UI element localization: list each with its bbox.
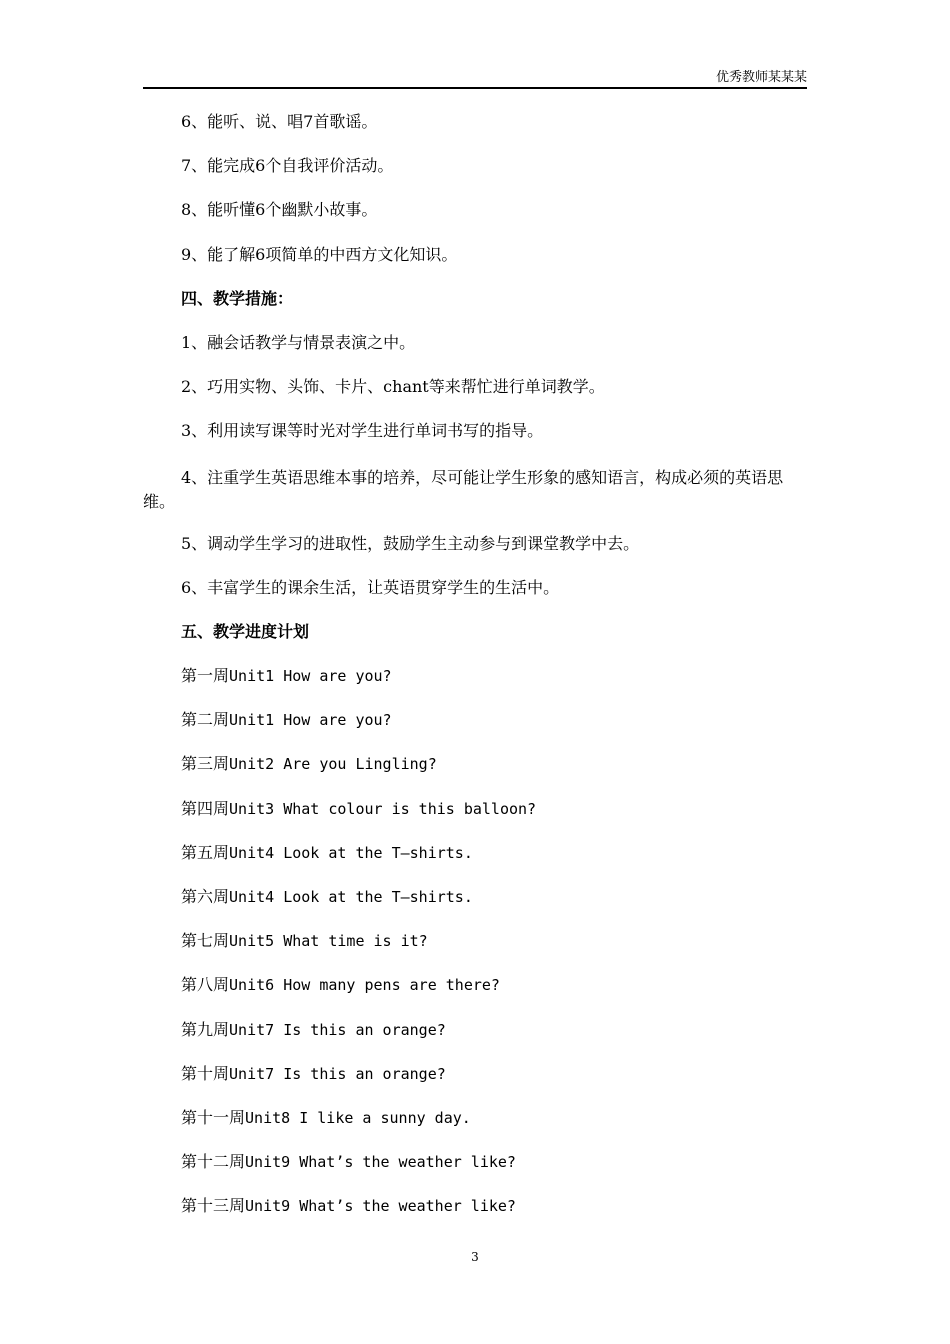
unit-title: Unit8 I like a sunny day. [245, 1108, 471, 1127]
measure-item: 4、注重学生英语思维本事的培养，尽可能让学生形象的感知语言，构成必须的英语思维。 [143, 467, 784, 511]
week-label: 第五周 [181, 842, 230, 862]
schedule-row [143, 975, 807, 995]
section-5-heading: 五、教学进度计划 [181, 621, 310, 641]
document-body [143, 112, 807, 1241]
goal-item: 9、能了解6项简单的中西方文化知识。 [181, 244, 458, 264]
week-label: 第一周 [181, 666, 230, 686]
unit-title: Unit9 What’s the weather like? [245, 1153, 516, 1172]
schedule-row [143, 1196, 807, 1216]
schedule-row [143, 887, 807, 907]
week-label: 第二周 [181, 710, 230, 730]
week-label: 第八周 [181, 975, 230, 995]
schedule-row [143, 666, 807, 686]
week-label: 第六周 [181, 887, 230, 906]
unit-title: Unit2 Are you Lingling? [229, 755, 437, 774]
week-label: 第三周 [181, 754, 230, 774]
schedule-row [143, 754, 807, 774]
schedule-row [143, 1108, 807, 1128]
unit-title: Unit4 Look at the T—shirts. [229, 888, 473, 906]
unit-title: Unit1 How are you? [229, 711, 392, 730]
week-label: 第十三周 [181, 1196, 246, 1216]
unit-title: Unit3 What colour is this balloon? [229, 799, 537, 818]
section-4-heading: 四、教学措施： [181, 288, 294, 308]
unit-title: Unit5 What time is it? [229, 932, 428, 951]
page-number: 3 [471, 1250, 479, 1264]
schedule-row [143, 1020, 807, 1040]
measure-item: 6、丰富学生的课余生活，让英语贯穿学生的生活中。 [181, 577, 560, 597]
unit-title: Unit7 Is this an orange? [229, 1020, 446, 1039]
schedule-row [143, 1152, 807, 1172]
schedule-row [143, 843, 807, 863]
week-label: 第四周 [181, 798, 230, 818]
schedule-row [143, 931, 807, 951]
goal-item: 7、能完成6个自我评价活动。 [181, 156, 394, 176]
measure-item: 2、巧用实物、头饰、卡片、chant等来帮忙进行单词教学。 [181, 377, 605, 397]
measure-item: 1、融会话教学与情景表演之中。 [181, 332, 416, 352]
unit-title: Unit4 Look at the T—shirts. [229, 843, 473, 862]
goal-item: 8、能听懂6个幽默小故事。 [181, 200, 378, 220]
week-label: 第七周 [181, 931, 230, 951]
measure-item: 3、利用读写课等时光对学生进行单词书写的指导。 [181, 421, 544, 441]
unit-title: Unit1 How are you? [229, 667, 392, 686]
measure-item: 5、调动学生学习的进取性，鼓励学生主动参与到课堂教学中去。 [181, 533, 640, 553]
week-label: 第十一周 [181, 1107, 246, 1127]
week-label: 第十周 [181, 1063, 230, 1083]
goal-item: 6、能听、说、唱7首歌谣。 [181, 112, 378, 131]
week-label: 第十二周 [181, 1152, 246, 1172]
schedule-row [143, 799, 807, 819]
unit-title: Unit7 Is this an orange? [229, 1064, 446, 1083]
page-header [143, 66, 807, 89]
schedule-row [143, 1064, 807, 1084]
header-author: 优秀教师某某某 [715, 70, 807, 85]
unit-title: Unit6 How many pens are there? [229, 976, 500, 995]
unit-title: Unit9 What’s the weather like? [245, 1197, 516, 1216]
week-label: 第九周 [181, 1019, 230, 1039]
schedule-row [143, 710, 807, 730]
